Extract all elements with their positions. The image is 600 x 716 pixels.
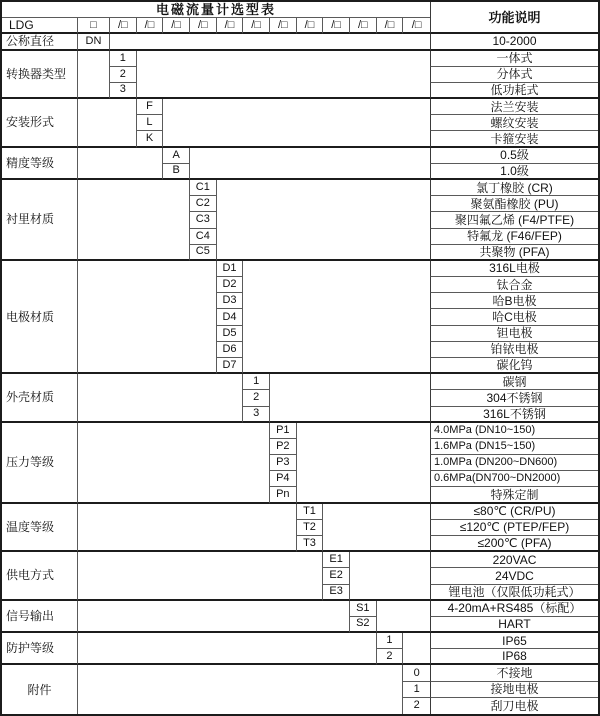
code-cell: D2: [217, 277, 244, 293]
function-cell: 法兰安装: [430, 99, 598, 115]
function-cell: 一体式: [430, 51, 598, 67]
order-slot-box: /□: [270, 18, 297, 34]
code-cell: DN: [78, 34, 110, 50]
order-slot-box: /□: [217, 18, 244, 34]
category-label: 信号输出: [2, 601, 78, 633]
code-cell: B: [163, 164, 190, 180]
category-label: 衬里材质: [2, 180, 78, 261]
function-cell: 碳化钨: [430, 358, 598, 374]
function-cell: 低功耗式: [430, 83, 598, 99]
category-label: 安装形式: [2, 99, 78, 148]
category-label: 公称直径: [2, 34, 78, 50]
category-label: 精度等级: [2, 148, 78, 180]
function-cell: 分体式: [430, 67, 598, 83]
function-cell: 1.6MPa (DN15~150): [430, 439, 598, 455]
function-cell: 316L不锈钢: [430, 407, 598, 423]
function-cell: 聚四氟乙烯 (F4/PTFE): [430, 212, 598, 228]
code-cell: C3: [190, 212, 217, 228]
code-cell: L: [137, 115, 164, 131]
spacer-cell-right: [403, 633, 430, 665]
spacer-cell-left: [78, 374, 243, 423]
code-cell: 3: [243, 407, 270, 423]
function-cell: 24VDC: [430, 568, 598, 584]
order-slot-box: /□: [403, 18, 430, 34]
spacer-cell-left: [78, 180, 190, 261]
order-slot-box: /□: [110, 18, 137, 34]
model-prefix-label: LDG: [2, 18, 78, 34]
spacer-cell-right: [323, 504, 430, 553]
spacer-cell-right: [377, 601, 430, 633]
code-cell: P1: [270, 423, 297, 439]
spacer-cell-right: [163, 99, 430, 148]
code-cell: T3: [297, 536, 324, 552]
function-cell: 接地电极: [430, 682, 598, 698]
code-cell: 0: [403, 665, 430, 681]
function-cell: IP68: [430, 649, 598, 665]
code-cell: E1: [323, 552, 350, 568]
spacer-cell-right: [190, 148, 430, 180]
code-cell: T1: [297, 504, 324, 520]
function-cell: IP65: [430, 633, 598, 649]
code-cell: D1: [217, 261, 244, 277]
code-cell: 1: [403, 682, 430, 698]
spacer-cell-right: [137, 51, 430, 100]
code-cell: D5: [217, 326, 244, 342]
function-cell: 螺纹安装: [430, 115, 598, 131]
code-cell: 1: [243, 374, 270, 390]
code-cell: C5: [190, 245, 217, 261]
code-cell: D3: [217, 293, 244, 309]
function-cell: 聚氨酯橡胶 (PU): [430, 196, 598, 212]
order-slot-box: /□: [137, 18, 164, 34]
category-label: 转换器类型: [2, 51, 78, 100]
code-cell: A: [163, 148, 190, 164]
category-label: 附件: [2, 665, 78, 714]
function-cell: 4-20mA+RS485（标配）: [430, 601, 598, 617]
code-cell: 1: [110, 51, 137, 67]
code-cell: 2: [110, 67, 137, 83]
code-cell: P3: [270, 455, 297, 471]
code-cell: C2: [190, 196, 217, 212]
category-label: 供电方式: [2, 552, 78, 601]
spacer-cell-right: [350, 552, 430, 601]
spacer-cell-left: [78, 99, 137, 148]
function-cell: 钛合金: [430, 277, 598, 293]
function-cell: 特殊定制: [430, 487, 598, 503]
spacer-cell-left: [78, 665, 403, 714]
category-label: 压力等级: [2, 423, 78, 504]
function-cell: 特氟龙 (F46/FEP): [430, 229, 598, 245]
code-cell: 3: [110, 83, 137, 99]
table-title: 电磁流量计选型表: [2, 2, 430, 18]
function-cell: ≤120℃ (PTEP/FEP): [430, 520, 598, 536]
spacer-cell-right: [110, 34, 430, 50]
category-label: 电极材质: [2, 261, 78, 374]
function-cell: 不接地: [430, 665, 598, 681]
model-code-box: □: [78, 18, 110, 34]
function-cell: ≤200℃ (PFA): [430, 536, 598, 552]
function-cell: 碳钢: [430, 374, 598, 390]
code-cell: P2: [270, 439, 297, 455]
function-cell: 10-2000: [430, 34, 598, 50]
code-cell: D4: [217, 309, 244, 325]
function-cell: 锂电池（仅限低功耗式）: [430, 585, 598, 601]
spacer-cell-right: [270, 374, 430, 423]
function-cell: ≤80℃ (CR/PU): [430, 504, 598, 520]
code-cell: E3: [323, 585, 350, 601]
spacer-cell-right: [217, 180, 430, 261]
order-slot-box: /□: [297, 18, 324, 34]
code-cell: C4: [190, 229, 217, 245]
function-column-header: 功能说明: [430, 2, 598, 34]
order-slot-box: /□: [163, 18, 190, 34]
spacer-cell-left: [78, 552, 323, 601]
code-cell: Pn: [270, 487, 297, 503]
function-cell: 刮刀电极: [430, 698, 598, 714]
category-label: 防护等级: [2, 633, 78, 665]
function-cell: 4.0MPa (DN10~150): [430, 423, 598, 439]
function-cell: 卡箍安装: [430, 131, 598, 147]
function-cell: 铂铱电极: [430, 342, 598, 358]
code-cell: 2: [377, 649, 404, 665]
code-cell: 1: [377, 633, 404, 649]
spacer-cell-left: [78, 504, 297, 553]
function-cell: 哈C电极: [430, 309, 598, 325]
function-cell: 0.6MPa(DN700~DN2000): [430, 471, 598, 487]
function-cell: 304不锈钢: [430, 390, 598, 406]
order-slot-box: /□: [190, 18, 217, 34]
spacer-cell-left: [78, 261, 217, 374]
code-cell: D7: [217, 358, 244, 374]
order-slot-box: /□: [350, 18, 377, 34]
order-slot-box: /□: [243, 18, 270, 34]
function-cell: 哈B电极: [430, 293, 598, 309]
code-cell: F: [137, 99, 164, 115]
function-cell: 氯丁橡胶 (CR): [430, 180, 598, 196]
code-cell: C1: [190, 180, 217, 196]
function-cell: 220VAC: [430, 552, 598, 568]
spacer-cell-left: [78, 423, 270, 504]
code-cell: S2: [350, 617, 377, 633]
spacer-cell-left: [78, 51, 110, 100]
spacer-cell-left: [78, 633, 377, 665]
function-cell: 1.0级: [430, 164, 598, 180]
function-cell: 0.5级: [430, 148, 598, 164]
code-cell: T2: [297, 520, 324, 536]
code-cell: 2: [403, 698, 430, 714]
function-cell: HART: [430, 617, 598, 633]
order-slot-box: /□: [323, 18, 350, 34]
function-cell: 1.0MPa (DN200~DN600): [430, 455, 598, 471]
code-cell: 2: [243, 390, 270, 406]
code-cell: P4: [270, 471, 297, 487]
code-cell: S1: [350, 601, 377, 617]
category-label: 温度等级: [2, 504, 78, 553]
function-cell: 钽电极: [430, 326, 598, 342]
spacer-cell-right: [243, 261, 430, 374]
category-label: 外壳材质: [2, 374, 78, 423]
order-slot-box: /□: [377, 18, 404, 34]
code-cell: E2: [323, 568, 350, 584]
code-cell: D6: [217, 342, 244, 358]
spacer-cell-left: [78, 148, 163, 180]
spacer-cell-left: [78, 601, 350, 633]
function-cell: 316L电极: [430, 261, 598, 277]
spacer-cell-right: [297, 423, 430, 504]
code-cell: K: [137, 131, 164, 147]
function-cell: 共聚物 (PFA): [430, 245, 598, 261]
